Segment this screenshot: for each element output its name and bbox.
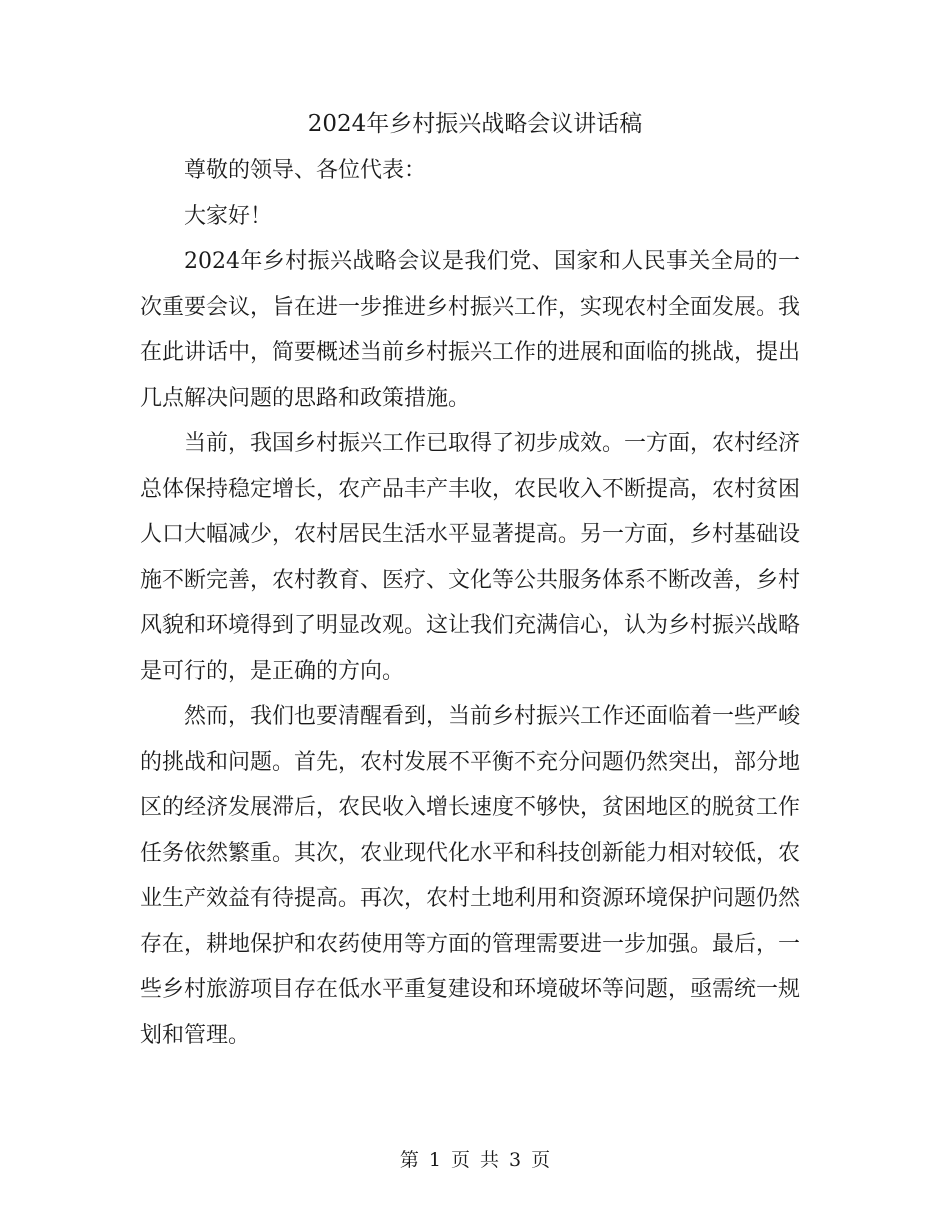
document-title: 2024年乡村振兴战略会议讲话稿	[307, 111, 643, 137]
document-body	[140, 148, 800, 1058]
page-number-footer: 第 1 页 共 3 页	[399, 1149, 551, 1171]
body-paragraph: 然而，我们也要清醒看到，当前乡村振兴工作还面临着一些严峻的挑战和问题。首先，农村发展不平衡不充分问题仍然突出，部分地区的经济发展滞后，农民收入增长速度不够快，贫困地区的脱贫工作任务依然繁重。其次，农业现代化水平和科技创新能力相对较低，农业生产效益有待提高。再次，农村土地利用和资源环境保护问题仍然存在，耕地保护和农药使用等方面的管理需要进一步加强。最后，一些乡村旅游项目存在低水平重复建设和环境破坏等问题，亟需统一规划和管理。	[140, 704, 801, 1048]
salutation: 尊敬的领导、各位代表：	[184, 158, 427, 183]
greeting: 大家好！	[184, 203, 273, 229]
body-paragraph: 2024年乡村振兴战略会议是我们党、国家和人民事关全局的一次重要会议，旨在进一步推进乡村振兴工作，实现农村全面发展。我在此讲话中，简要概述当前乡村振兴工作的进展和面临的挑战，提出几点解决问题的思路和政策措施。	[140, 249, 801, 411]
body-paragraph: 当前，我国乡村振兴工作已取得了初步成效。一方面，农村经济总体保持稳定增长，农产品丰产丰收，农民收入不断提高，农村贫困人口大幅减少，农村居民生活水平显著提高。另一方面，乡村基础设施不断完善，农村教育、医疗、文化等公共服务体系不断改善，乡村风貌和环境得到了明显改观。这让我们充满信心，认为乡村振兴战略是可行的，是正确的方向。	[140, 431, 801, 684]
